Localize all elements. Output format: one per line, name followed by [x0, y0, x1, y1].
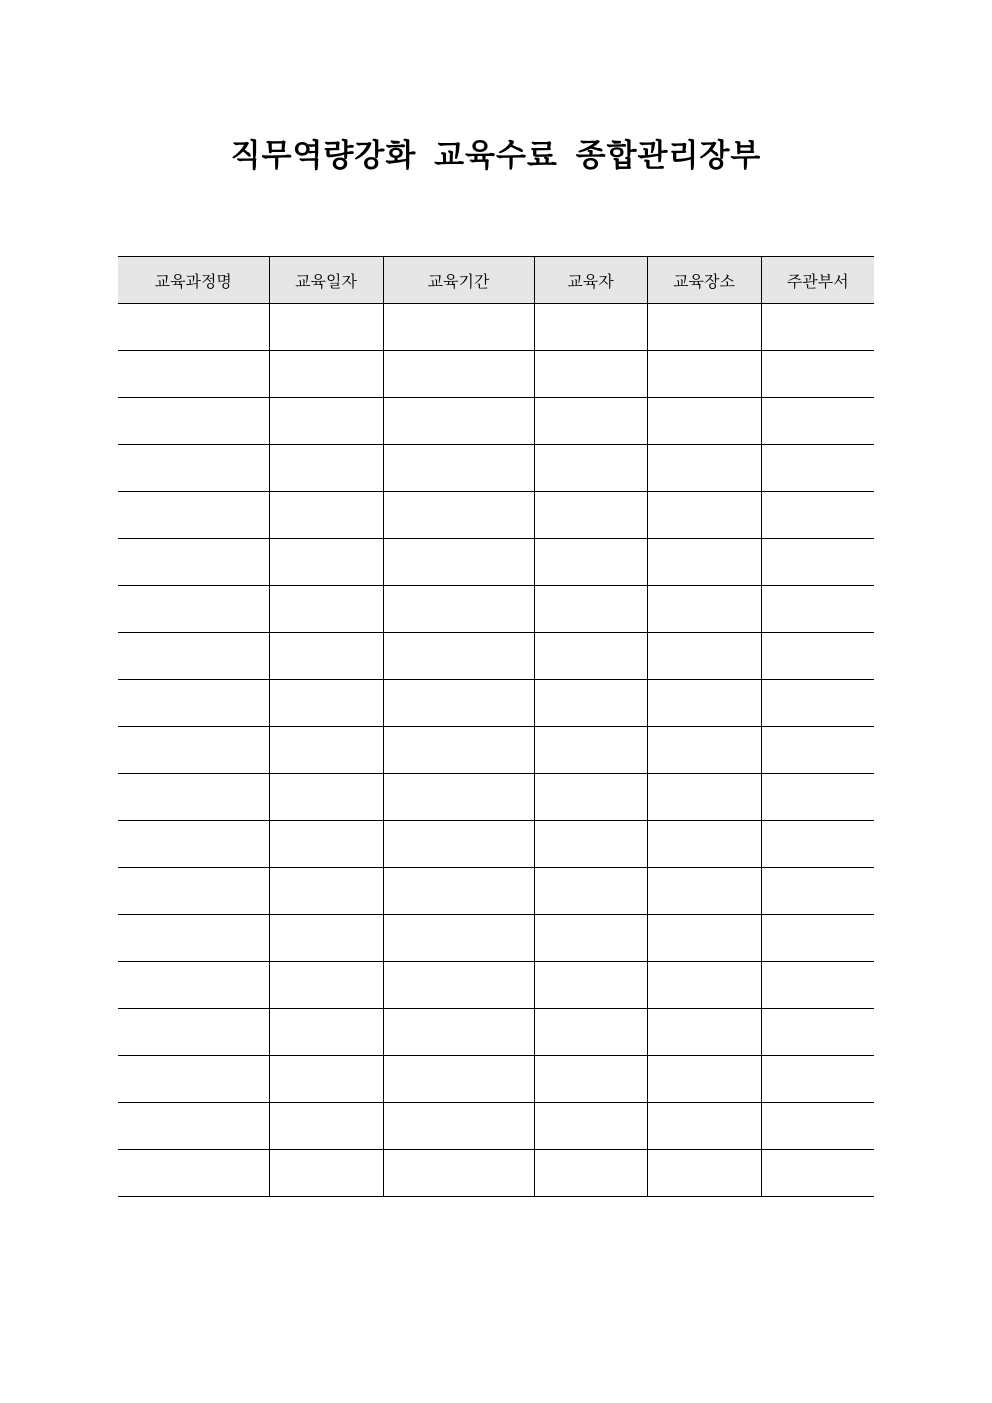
training-location-cell[interactable] — [647, 680, 761, 727]
training-location-cell[interactable] — [647, 962, 761, 1009]
managing-department-cell[interactable] — [761, 304, 874, 351]
managing-department-cell[interactable] — [761, 868, 874, 915]
table-row — [118, 680, 874, 727]
training-period-cell[interactable] — [383, 398, 534, 445]
training-date-cell[interactable] — [269, 633, 383, 680]
training-date-cell[interactable] — [269, 962, 383, 1009]
training-period-cell[interactable] — [383, 492, 534, 539]
instructor-cell[interactable] — [534, 1103, 647, 1150]
table-row — [118, 351, 874, 398]
training-date-cell[interactable] — [269, 915, 383, 962]
instructor-cell[interactable] — [534, 774, 647, 821]
managing-department-cell[interactable] — [761, 633, 874, 680]
course-name-cell[interactable] — [118, 868, 269, 915]
header-training-date: 교육일자 — [269, 257, 383, 304]
managing-department-cell[interactable] — [761, 1150, 874, 1197]
instructor-cell[interactable] — [534, 539, 647, 586]
managing-department-cell[interactable] — [761, 398, 874, 445]
instructor-cell[interactable] — [534, 1009, 647, 1056]
training-location-cell[interactable] — [647, 727, 761, 774]
table-row — [118, 633, 874, 680]
course-name-cell[interactable] — [118, 351, 269, 398]
table-row — [118, 821, 874, 868]
table-row — [118, 774, 874, 821]
table-row — [118, 398, 874, 445]
training-date-cell[interactable] — [269, 727, 383, 774]
table-row — [118, 445, 874, 492]
training-date-cell[interactable] — [269, 445, 383, 492]
course-name-cell[interactable] — [118, 915, 269, 962]
instructor-cell[interactable] — [534, 586, 647, 633]
instructor-cell[interactable] — [534, 445, 647, 492]
training-date-cell[interactable] — [269, 774, 383, 821]
course-name-cell[interactable] — [118, 680, 269, 727]
training-date-cell[interactable] — [269, 586, 383, 633]
course-name-cell[interactable] — [118, 1103, 269, 1150]
training-location-cell[interactable] — [647, 398, 761, 445]
training-period-cell[interactable] — [383, 1150, 534, 1197]
training-period-cell[interactable] — [383, 727, 534, 774]
table-row — [118, 1056, 874, 1103]
course-name-cell[interactable] — [118, 821, 269, 868]
table-row — [118, 915, 874, 962]
instructor-cell[interactable] — [534, 821, 647, 868]
managing-department-cell[interactable] — [761, 1103, 874, 1150]
course-name-cell[interactable] — [118, 633, 269, 680]
instructor-cell[interactable] — [534, 680, 647, 727]
instructor-cell[interactable] — [534, 962, 647, 1009]
table-row — [118, 1103, 874, 1150]
header-instructor: 교육자 — [534, 257, 647, 304]
training-date-cell[interactable] — [269, 1009, 383, 1056]
training-period-cell[interactable] — [383, 680, 534, 727]
table-header-row — [118, 257, 874, 304]
training-period-cell[interactable] — [383, 1009, 534, 1056]
training-location-cell[interactable] — [647, 1103, 761, 1150]
managing-department-cell[interactable] — [761, 351, 874, 398]
training-date-cell[interactable] — [269, 680, 383, 727]
course-name-cell[interactable] — [118, 539, 269, 586]
training-ledger-table — [118, 256, 874, 1197]
training-date-cell[interactable] — [269, 1150, 383, 1197]
managing-department-cell[interactable] — [761, 1056, 874, 1103]
training-period-cell[interactable] — [383, 821, 534, 868]
course-name-cell[interactable] — [118, 962, 269, 1009]
instructor-cell[interactable] — [534, 398, 647, 445]
training-location-cell[interactable] — [647, 492, 761, 539]
instructor-cell[interactable] — [534, 915, 647, 962]
instructor-cell[interactable] — [534, 868, 647, 915]
training-period-cell[interactable] — [383, 962, 534, 1009]
training-location-cell[interactable] — [647, 539, 761, 586]
training-period-cell[interactable] — [383, 304, 534, 351]
course-name-cell[interactable] — [118, 398, 269, 445]
training-location-cell[interactable] — [647, 868, 761, 915]
course-name-cell[interactable] — [118, 445, 269, 492]
training-date-cell[interactable] — [269, 351, 383, 398]
managing-department-cell[interactable] — [761, 586, 874, 633]
table-row — [118, 1150, 874, 1197]
training-location-cell[interactable] — [647, 445, 761, 492]
training-period-cell[interactable] — [383, 539, 534, 586]
training-period-cell[interactable] — [383, 633, 534, 680]
header-managing-department: 주관부서 — [761, 257, 874, 304]
training-period-cell[interactable] — [383, 586, 534, 633]
training-date-cell[interactable] — [269, 1056, 383, 1103]
training-location-cell[interactable] — [647, 633, 761, 680]
training-location-cell[interactable] — [647, 821, 761, 868]
training-location-cell[interactable] — [647, 304, 761, 351]
table-row — [118, 962, 874, 1009]
table-row — [118, 586, 874, 633]
instructor-cell[interactable] — [534, 351, 647, 398]
instructor-cell[interactable] — [534, 304, 647, 351]
managing-department-cell[interactable] — [761, 445, 874, 492]
managing-department-cell[interactable] — [761, 915, 874, 962]
training-date-cell[interactable] — [269, 492, 383, 539]
training-date-cell[interactable] — [269, 821, 383, 868]
managing-department-cell[interactable] — [761, 680, 874, 727]
training-period-cell[interactable] — [383, 1056, 534, 1103]
instructor-cell[interactable] — [534, 727, 647, 774]
header-training-location: 교육장소 — [647, 257, 761, 304]
table-row — [118, 1009, 874, 1056]
training-location-cell[interactable] — [647, 351, 761, 398]
instructor-cell[interactable] — [534, 492, 647, 539]
managing-department-cell[interactable] — [761, 1009, 874, 1056]
managing-department-cell[interactable] — [761, 962, 874, 1009]
course-name-cell[interactable] — [118, 304, 269, 351]
training-period-cell[interactable] — [383, 445, 534, 492]
training-location-cell[interactable] — [647, 915, 761, 962]
managing-department-cell[interactable] — [761, 492, 874, 539]
table-row — [118, 304, 874, 351]
course-name-cell[interactable] — [118, 586, 269, 633]
table-row — [118, 868, 874, 915]
managing-department-cell[interactable] — [761, 539, 874, 586]
course-name-cell[interactable] — [118, 727, 269, 774]
instructor-cell[interactable] — [534, 1056, 647, 1103]
training-date-cell[interactable] — [269, 398, 383, 445]
training-period-cell[interactable] — [383, 1103, 534, 1150]
training-date-cell[interactable] — [269, 1103, 383, 1150]
course-name-cell[interactable] — [118, 492, 269, 539]
training-location-cell[interactable] — [647, 1056, 761, 1103]
course-name-cell[interactable] — [118, 1150, 269, 1197]
header-course-name: 교육과정명 — [118, 257, 269, 304]
training-date-cell[interactable] — [269, 868, 383, 915]
training-period-cell[interactable] — [383, 774, 534, 821]
training-location-cell[interactable] — [647, 1150, 761, 1197]
managing-department-cell[interactable] — [761, 774, 874, 821]
managing-department-cell[interactable] — [761, 821, 874, 868]
training-location-cell[interactable] — [647, 774, 761, 821]
training-date-cell[interactable] — [269, 304, 383, 351]
instructor-cell[interactable] — [534, 1150, 647, 1197]
course-name-cell[interactable] — [118, 774, 269, 821]
training-period-cell[interactable] — [383, 868, 534, 915]
table-row — [118, 539, 874, 586]
page-title: 직무역량강화 교육수료 종합관리장부 — [230, 138, 762, 174]
course-name-cell[interactable] — [118, 1009, 269, 1056]
training-period-cell[interactable] — [383, 351, 534, 398]
training-date-cell[interactable] — [269, 539, 383, 586]
header-training-period: 교육기간 — [383, 257, 534, 304]
course-name-cell[interactable] — [118, 1056, 269, 1103]
table-row — [118, 492, 874, 539]
training-location-cell[interactable] — [647, 1009, 761, 1056]
managing-department-cell[interactable] — [761, 727, 874, 774]
table-row — [118, 727, 874, 774]
training-location-cell[interactable] — [647, 586, 761, 633]
instructor-cell[interactable] — [534, 633, 647, 680]
training-period-cell[interactable] — [383, 915, 534, 962]
